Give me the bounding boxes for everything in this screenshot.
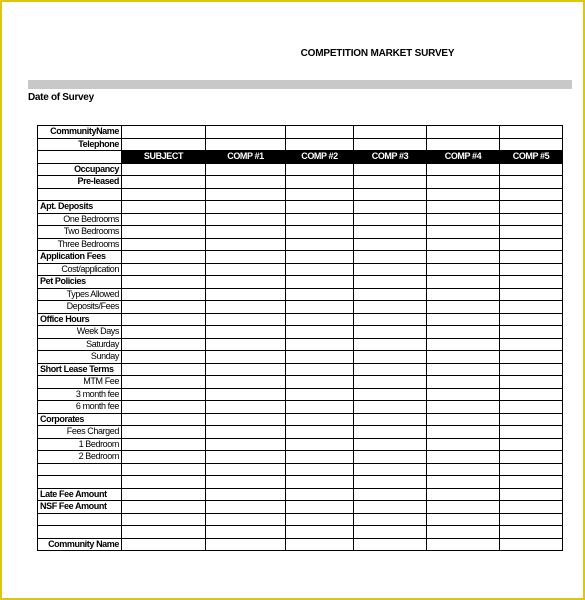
input-cell[interactable] — [427, 488, 500, 501]
input-cell[interactable] — [122, 463, 206, 476]
input-cell[interactable] — [122, 251, 206, 264]
input-cell[interactable] — [427, 226, 500, 239]
input-cell[interactable] — [500, 401, 563, 414]
column-header-row — [38, 151, 563, 164]
input-cell[interactable] — [427, 376, 500, 389]
input-cell[interactable] — [354, 201, 427, 214]
input-cell[interactable] — [286, 426, 354, 439]
input-cell[interactable] — [354, 301, 427, 314]
input-cell[interactable] — [122, 388, 206, 401]
input-cell[interactable] — [427, 401, 500, 414]
row-label: Community Name — [38, 538, 122, 551]
input-cell[interactable] — [354, 376, 427, 389]
input-cell[interactable] — [427, 526, 500, 539]
input-cell[interactable] — [206, 488, 286, 501]
input-cell[interactable] — [427, 338, 500, 351]
input-cell[interactable] — [354, 463, 427, 476]
input-cell[interactable] — [427, 176, 500, 189]
input-cell[interactable] — [122, 326, 206, 339]
column-header: COMP #4 — [427, 151, 500, 164]
input-cell[interactable] — [122, 338, 206, 351]
input-cell[interactable] — [354, 176, 427, 189]
input-cell[interactable] — [286, 376, 354, 389]
input-cell[interactable] — [286, 138, 354, 151]
input-cell[interactable] — [206, 263, 286, 276]
input-cell[interactable] — [122, 488, 206, 501]
table-row — [38, 188, 563, 201]
input-cell[interactable] — [354, 538, 427, 551]
input-cell[interactable] — [206, 513, 286, 526]
row-label: 2 Bedroom — [38, 451, 122, 464]
input-cell[interactable] — [500, 138, 563, 151]
input-cell[interactable] — [500, 126, 563, 139]
input-cell[interactable] — [286, 276, 354, 289]
input-cell[interactable] — [122, 301, 206, 314]
row-label: Pre-leased — [38, 176, 122, 189]
input-cell[interactable] — [427, 238, 500, 251]
input-cell[interactable] — [427, 138, 500, 151]
input-cell[interactable] — [500, 463, 563, 476]
input-cell[interactable] — [286, 338, 354, 351]
date-of-survey-label: Date of Survey — [28, 92, 94, 103]
input-cell[interactable] — [500, 338, 563, 351]
input-cell[interactable] — [354, 351, 427, 364]
input-cell[interactable] — [286, 226, 354, 239]
input-cell[interactable] — [500, 388, 563, 401]
input-cell[interactable] — [286, 326, 354, 339]
input-cell[interactable] — [206, 201, 286, 214]
input-cell[interactable] — [427, 276, 500, 289]
input-cell[interactable] — [500, 426, 563, 439]
table-row — [38, 413, 563, 426]
table-row — [38, 513, 563, 526]
row-label: Pet Policies — [38, 276, 122, 289]
input-cell[interactable] — [122, 413, 206, 426]
row-label: Fees Charged — [38, 426, 122, 439]
input-cell[interactable] — [286, 313, 354, 326]
input-cell[interactable] — [206, 301, 286, 314]
row-label: 6 month fee — [38, 401, 122, 414]
input-cell[interactable] — [427, 513, 500, 526]
input-cell[interactable] — [206, 413, 286, 426]
row-label: Types Allowed — [38, 288, 122, 301]
input-cell[interactable] — [206, 251, 286, 264]
table-row — [38, 463, 563, 476]
input-cell[interactable] — [427, 501, 500, 514]
input-cell[interactable] — [206, 388, 286, 401]
table-row — [38, 538, 563, 551]
input-cell[interactable] — [500, 501, 563, 514]
input-cell[interactable] — [286, 363, 354, 376]
input-cell[interactable] — [354, 338, 427, 351]
input-cell[interactable] — [427, 363, 500, 376]
input-cell[interactable] — [500, 451, 563, 464]
input-cell[interactable] — [354, 238, 427, 251]
row-label: 1 Bedroom — [38, 438, 122, 451]
input-cell[interactable] — [354, 163, 427, 176]
input-cell[interactable] — [206, 376, 286, 389]
input-cell[interactable] — [500, 326, 563, 339]
row-label: 3 month fee — [38, 388, 122, 401]
input-cell[interactable] — [122, 213, 206, 226]
input-cell[interactable] — [286, 238, 354, 251]
input-cell[interactable] — [122, 201, 206, 214]
input-cell[interactable] — [427, 301, 500, 314]
input-cell[interactable] — [354, 213, 427, 226]
input-cell[interactable] — [354, 451, 427, 464]
row-label: One Bedrooms — [38, 213, 122, 226]
row-label: Week Days — [38, 326, 122, 339]
table-row — [38, 351, 563, 364]
survey-table — [37, 125, 563, 551]
input-cell[interactable] — [286, 401, 354, 414]
input-cell[interactable] — [500, 363, 563, 376]
input-cell[interactable] — [286, 251, 354, 264]
input-cell[interactable] — [206, 538, 286, 551]
input-cell[interactable] — [122, 426, 206, 439]
table-row — [38, 376, 563, 389]
input-cell[interactable] — [206, 476, 286, 489]
input-cell[interactable] — [122, 451, 206, 464]
table-row — [38, 488, 563, 501]
input-cell[interactable] — [122, 513, 206, 526]
table-row — [38, 201, 563, 214]
input-cell[interactable] — [122, 313, 206, 326]
input-cell[interactable] — [500, 263, 563, 276]
input-cell[interactable] — [206, 526, 286, 539]
input-cell[interactable] — [500, 276, 563, 289]
input-cell[interactable] — [354, 288, 427, 301]
input-cell[interactable] — [286, 451, 354, 464]
input-cell[interactable] — [206, 438, 286, 451]
input-cell[interactable] — [354, 413, 427, 426]
input-cell[interactable] — [354, 526, 427, 539]
column-header: COMP #5 — [500, 151, 563, 164]
input-cell[interactable] — [427, 351, 500, 364]
input-cell[interactable] — [500, 413, 563, 426]
input-cell[interactable] — [206, 138, 286, 151]
input-cell[interactable] — [206, 176, 286, 189]
input-cell[interactable] — [286, 413, 354, 426]
input-cell[interactable] — [206, 276, 286, 289]
input-cell[interactable] — [206, 213, 286, 226]
table-row — [38, 288, 563, 301]
input-cell[interactable] — [122, 376, 206, 389]
table-row — [38, 476, 563, 489]
input-cell[interactable] — [354, 401, 427, 414]
input-cell[interactable] — [427, 313, 500, 326]
row-label: Saturday — [38, 338, 122, 351]
input-cell[interactable] — [286, 263, 354, 276]
table-row — [38, 126, 563, 139]
row-label: Telephone — [38, 138, 122, 151]
input-cell[interactable] — [122, 226, 206, 239]
input-cell[interactable] — [427, 476, 500, 489]
table-row — [38, 438, 563, 451]
input-cell[interactable] — [122, 288, 206, 301]
document-title: COMPETITION MARKET SURVEY — [300, 48, 455, 59]
row-label — [38, 188, 122, 201]
input-cell[interactable] — [427, 213, 500, 226]
input-cell[interactable] — [427, 413, 500, 426]
input-cell[interactable] — [354, 363, 427, 376]
table-row — [38, 138, 563, 151]
input-cell[interactable] — [500, 526, 563, 539]
input-cell[interactable] — [427, 188, 500, 201]
input-cell[interactable] — [500, 213, 563, 226]
input-cell[interactable] — [500, 538, 563, 551]
table-row — [38, 338, 563, 351]
row-label — [38, 513, 122, 526]
row-label: Two Bedrooms — [38, 226, 122, 239]
input-cell[interactable] — [354, 263, 427, 276]
input-cell[interactable] — [427, 251, 500, 264]
input-cell[interactable] — [122, 501, 206, 514]
row-label: Office Hours — [38, 313, 122, 326]
input-cell[interactable] — [206, 238, 286, 251]
row-label: Application Fees — [38, 251, 122, 264]
table-row — [38, 426, 563, 439]
input-cell[interactable] — [286, 501, 354, 514]
input-cell[interactable] — [500, 476, 563, 489]
input-cell[interactable] — [206, 126, 286, 139]
table-row — [38, 263, 563, 276]
table-row — [38, 238, 563, 251]
input-cell[interactable] — [122, 526, 206, 539]
table-row — [38, 301, 563, 314]
row-label: Late Fee Amount — [38, 488, 122, 501]
table-row — [38, 213, 563, 226]
input-cell[interactable] — [286, 463, 354, 476]
column-header: SUBJECT — [122, 151, 206, 164]
row-label: Sunday — [38, 351, 122, 364]
table-row — [38, 226, 563, 239]
input-cell[interactable] — [206, 401, 286, 414]
table-row — [38, 313, 563, 326]
input-cell[interactable] — [286, 301, 354, 314]
input-cell[interactable] — [427, 426, 500, 439]
row-label — [38, 476, 122, 489]
row-label: Occupancy — [38, 163, 122, 176]
input-cell[interactable] — [122, 476, 206, 489]
input-cell[interactable] — [427, 263, 500, 276]
input-cell[interactable] — [354, 188, 427, 201]
input-cell[interactable] — [500, 251, 563, 264]
input-cell[interactable] — [500, 163, 563, 176]
row-label — [38, 463, 122, 476]
table-row — [38, 451, 563, 464]
input-cell[interactable] — [500, 288, 563, 301]
input-cell[interactable] — [286, 288, 354, 301]
input-cell[interactable] — [206, 363, 286, 376]
input-cell[interactable] — [427, 388, 500, 401]
column-header: COMP #1 — [206, 151, 286, 164]
table-row — [38, 251, 563, 264]
table-row — [38, 526, 563, 539]
input-cell[interactable] — [122, 401, 206, 414]
column-header: COMP #2 — [286, 151, 354, 164]
input-cell[interactable] — [354, 251, 427, 264]
input-cell[interactable] — [500, 201, 563, 214]
input-cell[interactable] — [286, 476, 354, 489]
table-row — [38, 401, 563, 414]
table-row — [38, 388, 563, 401]
input-cell[interactable] — [286, 526, 354, 539]
input-cell[interactable] — [286, 126, 354, 139]
table-row — [38, 276, 563, 289]
input-cell[interactable] — [122, 263, 206, 276]
input-cell[interactable] — [206, 338, 286, 351]
input-cell[interactable] — [206, 163, 286, 176]
row-label: Short Lease Terms — [38, 363, 122, 376]
input-cell[interactable] — [354, 426, 427, 439]
input-cell[interactable] — [354, 126, 427, 139]
input-cell[interactable] — [286, 201, 354, 214]
input-cell[interactable] — [427, 451, 500, 464]
row-label: Deposits/Fees — [38, 301, 122, 314]
input-cell[interactable] — [427, 463, 500, 476]
input-cell[interactable] — [206, 501, 286, 514]
input-cell[interactable] — [286, 188, 354, 201]
input-cell[interactable] — [286, 538, 354, 551]
input-cell[interactable] — [427, 538, 500, 551]
input-cell[interactable] — [206, 326, 286, 339]
input-cell[interactable] — [286, 176, 354, 189]
row-label: NSF Fee Amount — [38, 501, 122, 514]
input-cell[interactable] — [122, 163, 206, 176]
input-cell[interactable] — [286, 438, 354, 451]
row-label: Corporates — [38, 413, 122, 426]
table-row — [38, 326, 563, 339]
input-cell[interactable] — [286, 488, 354, 501]
input-cell[interactable] — [354, 388, 427, 401]
input-cell[interactable] — [286, 513, 354, 526]
table-row — [38, 176, 563, 189]
input-cell[interactable] — [427, 163, 500, 176]
input-cell[interactable] — [500, 301, 563, 314]
input-cell[interactable] — [500, 513, 563, 526]
input-cell[interactable] — [206, 463, 286, 476]
row-label — [38, 526, 122, 539]
row-label: Three Bedrooms — [38, 238, 122, 251]
table-row — [38, 363, 563, 376]
input-cell[interactable] — [427, 288, 500, 301]
row-label: Apt. Deposits — [38, 201, 122, 214]
row-label: MTM Fee — [38, 376, 122, 389]
table-row — [38, 163, 563, 176]
header-band — [28, 80, 572, 89]
input-cell[interactable] — [354, 476, 427, 489]
input-cell[interactable] — [354, 513, 427, 526]
input-cell[interactable] — [122, 438, 206, 451]
input-cell[interactable] — [206, 188, 286, 201]
input-cell[interactable] — [427, 201, 500, 214]
row-label: CommunityName — [38, 126, 122, 139]
input-cell[interactable] — [286, 388, 354, 401]
input-cell[interactable] — [500, 376, 563, 389]
input-cell[interactable] — [122, 138, 206, 151]
input-cell[interactable] — [122, 188, 206, 201]
row-label: Cost/application — [38, 263, 122, 276]
input-cell[interactable] — [122, 238, 206, 251]
input-cell[interactable] — [354, 488, 427, 501]
input-cell[interactable] — [500, 438, 563, 451]
input-cell[interactable] — [500, 226, 563, 239]
input-cell[interactable] — [500, 188, 563, 201]
input-cell[interactable] — [500, 176, 563, 189]
input-cell[interactable] — [206, 226, 286, 239]
input-cell[interactable] — [286, 213, 354, 226]
input-cell[interactable] — [500, 238, 563, 251]
input-cell[interactable] — [354, 438, 427, 451]
input-cell[interactable] — [427, 126, 500, 139]
table-row — [38, 501, 563, 514]
input-cell[interactable] — [354, 313, 427, 326]
input-cell[interactable] — [427, 326, 500, 339]
input-cell[interactable] — [286, 163, 354, 176]
input-cell[interactable] — [122, 538, 206, 551]
input-cell[interactable] — [286, 351, 354, 364]
input-cell[interactable] — [206, 313, 286, 326]
input-cell[interactable] — [206, 351, 286, 364]
input-cell[interactable] — [354, 276, 427, 289]
input-cell[interactable] — [122, 276, 206, 289]
input-cell[interactable] — [122, 351, 206, 364]
input-cell[interactable] — [122, 126, 206, 139]
input-cell[interactable] — [500, 488, 563, 501]
input-cell[interactable] — [206, 451, 286, 464]
input-cell[interactable] — [206, 288, 286, 301]
input-cell[interactable] — [500, 313, 563, 326]
input-cell[interactable] — [354, 501, 427, 514]
input-cell[interactable] — [354, 138, 427, 151]
input-cell[interactable] — [500, 351, 563, 364]
row-label — [38, 151, 122, 164]
input-cell[interactable] — [354, 226, 427, 239]
column-header: COMP #3 — [354, 151, 427, 164]
input-cell[interactable] — [122, 176, 206, 189]
input-cell[interactable] — [427, 438, 500, 451]
input-cell[interactable] — [354, 326, 427, 339]
input-cell[interactable] — [122, 363, 206, 376]
input-cell[interactable] — [206, 426, 286, 439]
